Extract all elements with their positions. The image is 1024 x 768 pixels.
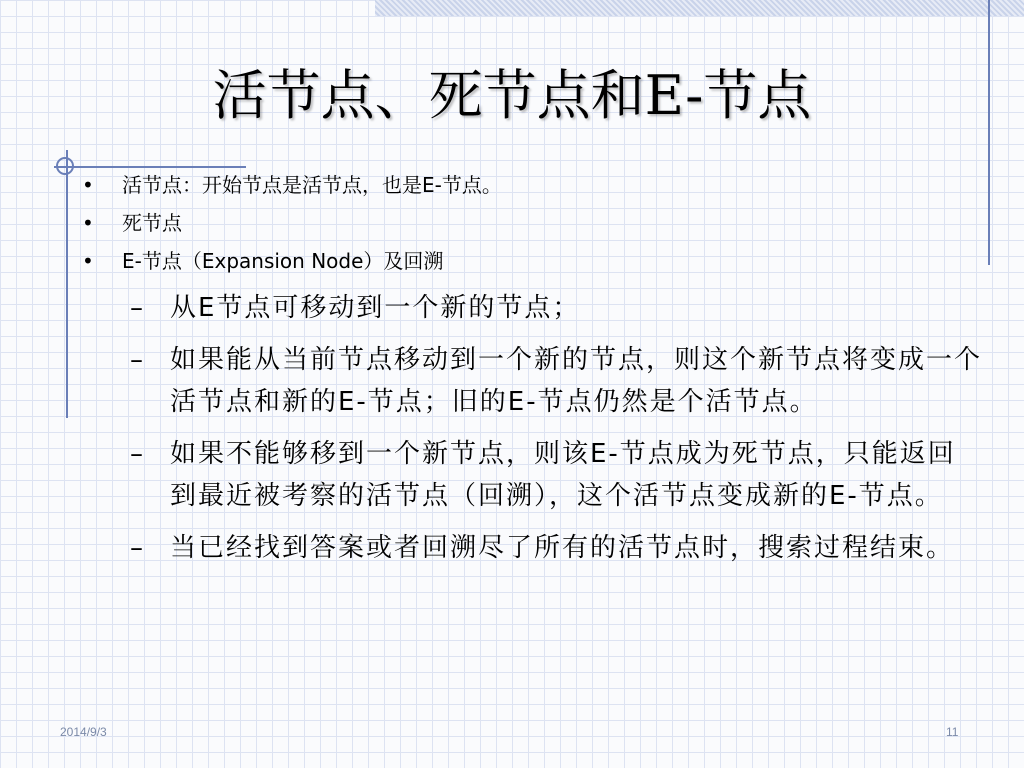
bullet-item [82, 173, 982, 211]
bullet-item [82, 249, 982, 287]
bullet-text: 死节点 [122, 211, 182, 235]
right-decorative-line [988, 0, 990, 265]
footer-date: 2014/9/3 [60, 725, 107, 739]
footer-page-number: 11 [946, 725, 959, 739]
bullet-item [82, 211, 982, 249]
top-decorative-band [375, 0, 1024, 16]
subbullet-text: 当已经找到答案或者回溯尽了所有的活节点时，搜索过程结束。 [170, 533, 955, 563]
circle-decoration [56, 157, 74, 175]
left-decorative-line [66, 150, 68, 418]
subbullet-text: 从E节点可移动到一个新的节点； [170, 293, 581, 323]
bullet-dot: • [82, 211, 94, 235]
bullet-text: E-节点（Expansion Node）及回溯 [122, 249, 444, 273]
bullet-dot: • [82, 249, 94, 273]
subbullet-text: 如果能从当前节点移动到一个新的节点，则这个新节点将变成一个活节点和新的E-节点；旧的E-节点仍然是个活节点。 [170, 345, 983, 417]
bullet-text: 活节点：开始节点是活节点，也是E-节点。 [122, 173, 502, 197]
subbullet-dash: – [130, 533, 143, 563]
subbullet-text: 如果不能够移到一个新节点，则该E-节点成为死节点，只能返回到最近被考察的活节点（回溯），这个活节点变成新的E-节点。 [170, 439, 956, 511]
subbullet-item [82, 339, 982, 423]
subbullet-item [82, 527, 982, 569]
subbullet-dash: – [130, 293, 143, 323]
title-underline-decoration [54, 166, 246, 168]
slide-title: 活节点、死节点和E-节点 [212, 64, 812, 127]
subbullet-item [82, 287, 982, 329]
slide-content [82, 173, 982, 579]
subbullet-dash: – [130, 345, 143, 375]
subbullet-dash: – [130, 439, 143, 469]
bullet-dot: • [82, 173, 94, 197]
subbullet-item [82, 433, 982, 517]
